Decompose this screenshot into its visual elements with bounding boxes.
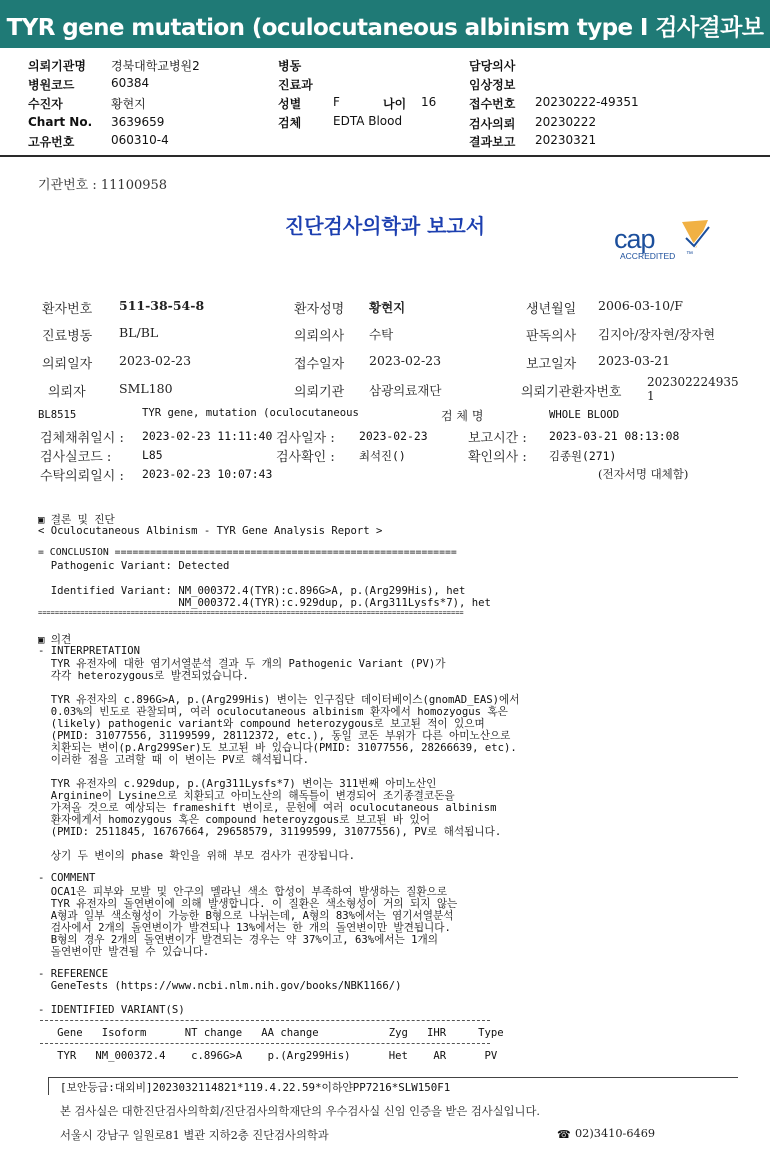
esign-note: (전자서명 대체함)	[598, 467, 689, 481]
header-label: 검체	[278, 116, 302, 130]
patient-value: 2023-02-23	[119, 353, 192, 368]
institution-number: 기관번호 : 11100958	[38, 178, 168, 193]
reference-line: GeneTests (https://www.ncbi.nlm.nih.gov/books/NBK1166/)	[38, 980, 402, 992]
interpretation-line: (PMID: 2511845, 16767664, 29658579, 31199599, 31077556), PV로 해석됩니다.	[38, 826, 502, 838]
cap-logo-word: cap	[614, 224, 655, 254]
header-value: 060310-4	[111, 133, 169, 147]
interpretation-line: Arginine이 Lysine으로 치환되고 아미노산의 해독틀이 변경되어 조기종결코돈을	[38, 790, 455, 802]
interpretation-line: 환자에게서 homozygous 혹은 compound heteroyzgous로 보고된 바 있어	[38, 814, 431, 826]
interpretation-line: (PMID: 31077556, 31199599, 28112372, etc.), 동일 코돈 부위가 다른 아미노산으로	[38, 730, 511, 742]
header-value: 황현지	[111, 97, 146, 111]
test-label: 확인의사 :	[468, 450, 527, 465]
test-value: 2023-03-21 08:13:08	[549, 429, 680, 443]
patient-value: 삼광의료재단	[369, 383, 442, 398]
patient-label: 접수일자	[294, 357, 345, 372]
header-value: F	[333, 95, 340, 109]
patient-value: 202302224935	[647, 375, 739, 389]
interpretation-line: 치환되는 변이(p.Arg299Ser)도 보고된 바 있습니다(PMID: 31077556, 28266639, etc).	[38, 742, 517, 754]
interpretation-line: 이러한 점을 고려할 때 이 변이는 PV로 해석됩니다.	[38, 754, 309, 766]
header-label: 담당의사	[469, 59, 516, 73]
table-rule	[40, 1043, 490, 1044]
variant-table-row: TYR NM_000372.4 c.896G>A p.(Arg299His) Het AR PV	[38, 1050, 498, 1062]
interpretation-line: TYR 유전자의 c.929dup, p.(Arg311Lysfs*7) 변이는 311번째 아미노산인	[38, 778, 437, 790]
variant-table-header: Gene Isoform NT change AA change Zyg IHR Type	[38, 1027, 504, 1039]
interpretation-line: TYR 유전자에 대한 염기서열분석 결과 두 개의 Pathogenic Variant (PV)가	[38, 658, 446, 670]
patient-value: 황현지	[369, 300, 406, 315]
header-label: 결과보고	[469, 135, 516, 149]
patient-label: 진료병동	[42, 329, 93, 344]
result-subtitle: < Oculocutaneous Albinism - TYR Gene Analysis Report >	[38, 525, 383, 537]
header-value: 3639659	[111, 115, 165, 129]
patient-label: 환자번호	[42, 302, 93, 317]
interpretation-line: 가져올 것으로 예상되는 frameshift 변이로, 문헌에 여러 oculocutaneous albinism	[38, 802, 497, 814]
test-value: 2023-02-23 10:07:43	[142, 467, 273, 481]
specimen-label: 검 체 명	[441, 409, 484, 423]
certification-text: 본 검사실은 대한진단검사의학회/진단검사의학재단의 우수검사실 신임 인증을 받은 검사실입니다.	[60, 1105, 540, 1118]
test-value: 2023-02-23	[359, 429, 428, 443]
lab-address: 서울시 강남구 일원로81 별관 지하2층 진단검사의학과	[60, 1129, 329, 1142]
patient-value: 김지아/장자현/장자현	[598, 327, 716, 342]
pathogenic-variant: Pathogenic Variant: Detected	[38, 560, 230, 572]
patient-value: BL/BL	[119, 325, 159, 340]
test-value: 2023-02-23 11:11:40	[142, 429, 273, 443]
identified-variants-heading: - IDENTIFIED VARIANT(S)	[38, 1004, 185, 1016]
header-value: 16	[421, 95, 437, 109]
header-label: 진료과	[278, 78, 313, 92]
test-value: 김종원(271)	[549, 449, 617, 463]
cap-logo-sub: ACCREDITED	[620, 251, 676, 261]
interpretation-line: 0.03%의 빈도로 관찰되며, 여러 oculocutaneous albinism 환자에서 homozyogus 혹은	[38, 706, 508, 718]
patient-value: SML180	[119, 381, 173, 396]
comment-heading: - COMMENT	[38, 872, 96, 884]
header-label: 병동	[278, 59, 302, 73]
interpretation-heading: - INTERPRETATION	[38, 645, 141, 657]
report-title: 진단검사의학과 보고서	[284, 214, 486, 238]
comment-line: B형의 경우 2개의 돌연변이가 발견되는 경우는 약 37%이고, 63%에서는 1개의	[38, 934, 439, 946]
header-label: 검사의뢰	[469, 117, 516, 131]
patient-label: 생년월일	[526, 302, 577, 317]
patient-label: 의뢰일자	[42, 357, 93, 372]
footer-rule	[48, 1077, 738, 1078]
patient-value: 2023-03-21	[598, 353, 671, 368]
cap-accredited-logo	[612, 218, 712, 264]
report-header-title: TYR gene mutation (oculocutaneous albinism type I 검사결과보고서	[6, 15, 764, 74]
header-value: 경북대학교병원2	[111, 59, 200, 73]
end-rule: =====================================================================================================	[38, 609, 464, 617]
patient-value: 수탁	[369, 327, 394, 342]
interpretation-line: TYR 유전자의 c.896G>A, p.(Arg299His) 변이는 인구집단 데이터베이스(gnomAD_EAS)에서	[38, 694, 520, 706]
patient-value: 2023-02-23	[369, 353, 442, 368]
test-value: 최석진()	[359, 449, 406, 463]
patient-value: 2006-03-10/F	[598, 298, 683, 313]
header-label: 나이	[383, 97, 407, 111]
test-label: 수탁의뢰일시 :	[40, 469, 124, 484]
comment-line: A형과 일부 색소형성이 가능한 B형으로 나뉘는데, A형의 83%에서는 염기서열분석	[38, 910, 454, 922]
divider	[0, 155, 770, 157]
patient-label: 의뢰기관환자번호	[521, 385, 622, 400]
conclusion-rule: = CONCLUSION ==========================================================	[38, 547, 457, 558]
patient-label: 의뢰자	[48, 385, 86, 400]
header-label: 고유번호	[28, 135, 75, 149]
test-label: 검사확인 :	[276, 450, 335, 465]
comment-line: OCA1은 피부와 모발 및 안구의 멜라닌 색소 합성이 부족하여 발생하는 질환으로	[38, 886, 448, 898]
patient-value: 1	[647, 389, 655, 403]
cap-logo-tm: ™	[686, 251, 693, 258]
header-label: 병원코드	[28, 78, 75, 92]
header-label: 수진자	[28, 97, 63, 111]
test-code: BL8515	[38, 409, 77, 421]
result-heading: ▣ 결론 및 진단	[38, 514, 115, 526]
comment-line: 검사에서 2개의 돌연변이가 발견되나 13%에서는 한 개의 돌연변이만 발견됩니다.	[38, 922, 451, 934]
comment-line: TYR 유전자의 돌연변이에 의해 발생합니다. 이 질환은 색소형성이 거의 되지 않는	[38, 898, 458, 910]
specimen-value: WHOLE BLOOD	[549, 409, 620, 421]
security-line: [보안등급:대외비]2023032114821*119.4.22.59*이하얀PP7216*SLW150F1	[60, 1081, 451, 1094]
test-value: L85	[142, 448, 163, 462]
interpretation-line: (likely) pathogenic variant와 compound heterozygous로 보고된 적이 있으며	[38, 718, 485, 730]
header-value: 60384	[111, 76, 150, 90]
patient-value: 511-38-54-8	[119, 298, 205, 313]
test-label: 검체채취일시 :	[40, 431, 124, 446]
header-value: EDTA Blood	[333, 114, 403, 128]
identified-variant-2: NM_000372.4(TYR):c.929dup, p.(Arg311Lysfs*7), het	[38, 597, 491, 609]
patient-label: 환자성명	[294, 302, 345, 317]
reference-heading: - REFERENCE	[38, 968, 109, 980]
header-value: 20230222	[535, 115, 597, 129]
header-label: 의뢰기관명	[28, 59, 86, 73]
header-value: 20230222-49351	[535, 95, 639, 109]
lab-phone: 02)3410-6469	[575, 1127, 656, 1140]
interpretation-line: 상기 두 변이의 phase 확인을 위해 부모 검사가 권장됩니다.	[38, 850, 355, 862]
test-name: TYR gene, mutation (oculocutaneous	[142, 407, 359, 419]
header-label: 임상정보	[469, 78, 516, 92]
header-label: 접수번호	[469, 97, 516, 111]
header-value: 20230321	[535, 133, 597, 147]
footer-rule	[48, 1077, 49, 1095]
patient-label: 의뢰기관	[294, 385, 345, 400]
comment-line: 돌연변이만 발견될 수 있습니다.	[38, 946, 210, 958]
identified-variant-1: Identified Variant: NM_000372.4(TYR):c.896G>A, p.(Arg299His), het	[38, 585, 466, 597]
table-rule	[40, 1020, 490, 1021]
test-label: 검사실코드 :	[40, 450, 112, 465]
interpretation-line: 각각 heterozygous로 발견되었습니다.	[38, 670, 249, 682]
telephone-icon: ☎	[557, 1128, 571, 1141]
patient-label: 의뢰의사	[294, 329, 345, 344]
header-label: 성별	[278, 97, 302, 111]
test-label: 검사일자 :	[276, 431, 335, 446]
patient-label: 보고일자	[526, 357, 577, 372]
patient-label: 판독의사	[526, 329, 577, 344]
header-label: Chart No.	[28, 115, 93, 129]
test-label: 보고시간 :	[468, 431, 527, 446]
opinion-heading: ▣ 의견	[38, 634, 72, 646]
